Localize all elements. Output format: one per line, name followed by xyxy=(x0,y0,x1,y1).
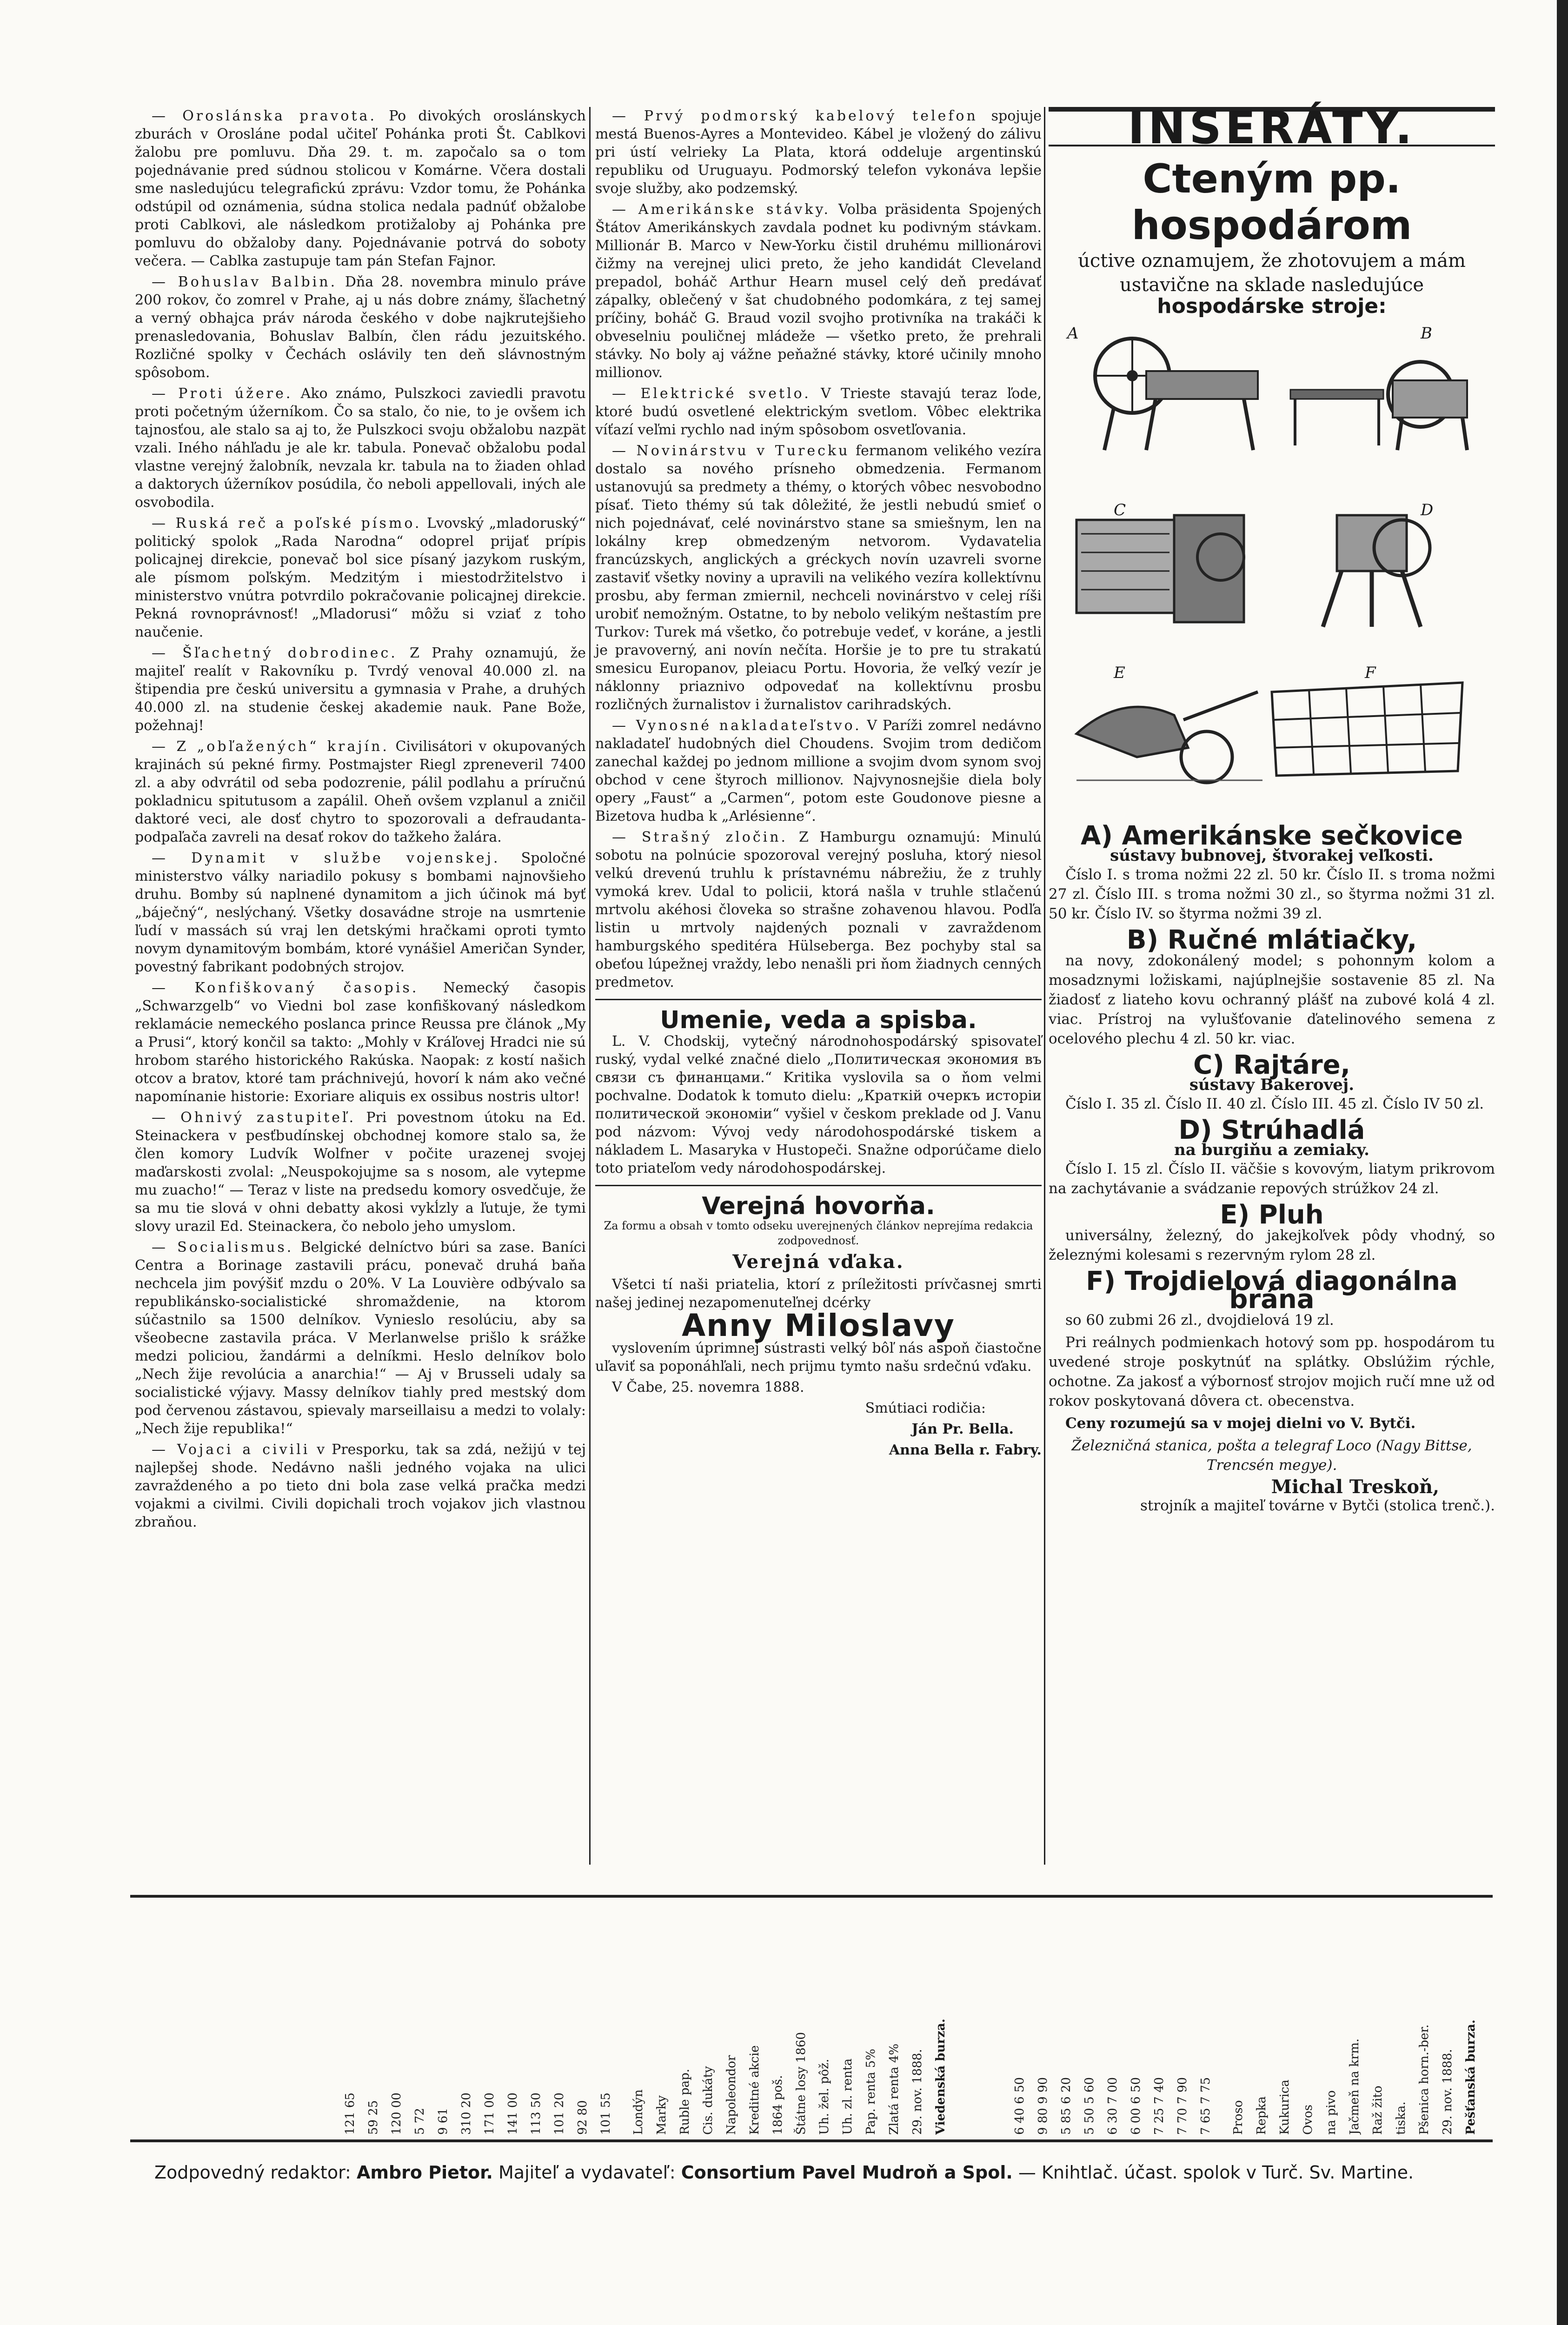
product-heading: F) Trojdielová diagonálna brána xyxy=(1086,1266,1458,1315)
news-item-text: v Presporku, tak sa zdá, nežijú v tej najlepšej shode. Nedávno našli jedného vojaka na ulici zavraždeného a po tieto dni bola zase velká pračka medzi vojakmi a civilmi. Civili dopichali troch vojakov jich vlastnou zbraňou. xyxy=(135,1442,586,1530)
umenie-text: L. V. Chodskij, vytečný národnohospodárský spisovateľ ruský, vydal velké značné dielo „Политическая экономия въ связи съ финанцами.“ Kritika vyslovila sa o ňom velmi pochvalne. Dodatok k tomuto dielu: „Краткій очеркъ исторіи политической экономіи“ vyšiel v českom preklade od J. Vanu pod názvom: Vývoj vedy národohospodárské tiskem a nákladem L. Masaryka v Hustopeči. Snažne odporúčame dielo toto priateľom vedy národohospodárskej. xyxy=(595,1033,1042,1176)
vdaka-text-2: vyslovením úprimnej sústrasti velký bôľ nás aspoň čiastočne uľaviť sa poponáhľali, nech prijmu tymto našu srdečnú vďaku. xyxy=(595,1340,1042,1375)
news-column-2 xyxy=(595,107,1042,1462)
product-text: Číslo I. 15 zl. Číslo II. väčšie s kovovým, liatym prikrovom na zachytávanie a svádzanie repových strúžkov 24 zl. xyxy=(1049,1161,1495,1197)
news-item-heading: — Proti úžere. xyxy=(152,385,293,402)
footer-printer: — Knihtlač. účast. spolok v Turč. Sv. Martine. xyxy=(1018,2162,1414,2183)
machine-label: B xyxy=(1421,324,1432,343)
market-cell: 9 80 9 90 xyxy=(1036,2077,1050,2135)
news-item-text: Po divokých oroslánskych zburách v Orosláne podal učiteľ Pohánka proti Št. Cablkovi žalobu pre pomluvu. Dňa 29. t. m. započalo sa o tom pojednávanie pred súdnou stolicou v Komárne. Včera dostali sme nasledujúcu telegrafickú zprávu: Vzdor tomu, že Pohánka odstúpil od oznámenia, súdna stolica nedala padnúť obžalobe proti Cablkovi, ale následkom protižaloby aj Pohánka pre pomluvu do obžaloby dany. Pojednávanie potrvá do soboty večera. — Cablka zastupuje tam pán Stefan Fajnor. xyxy=(135,108,586,269)
mourners-label: Smútiaci rodičia: xyxy=(865,1400,986,1416)
news-item-text: Z Prahy oznamujú, že majiteľ realít v Rakovníku p. Tvrdý venoval 40.000 zl. na štipendia pre českú universitu a gymnasia v Prahe, a druhých 40.000 zl. na studenie českej akademie nauk. Pane Bože, požehnaj! xyxy=(135,645,586,734)
market-cell: Repka xyxy=(1255,2096,1269,2135)
market-cell: Uh. žel. pôž. xyxy=(817,2059,831,2135)
signature-2: Anna Bella r. Fabry. xyxy=(889,1442,1042,1458)
news-item xyxy=(135,644,586,735)
news-item-text: V Trieste stavajú teraz ľode, ktoré budú osvetlené elektrickým svetlom. Vôbec elektrika víťazí veľmi rychlo nad iným spôsobom osvetľovania. xyxy=(595,385,1042,438)
news-item-text: Lvovský „mladoruský“ politický spolok „Rada Narodna“ odoprel prijať prípis policajnej direkcie, ponevač bol sice písaný jazykom ruským, ale písmom poľským. Medzitým i miestodržitelstvo i ministerstvo vnútra potvrdilo pokračovanie policajnej direkcie. Pekná rovnoprávnosť! „Mladorusi“ môžu si vziať z toho naučenie. xyxy=(135,515,586,640)
market-cell: 7 65 7 75 xyxy=(1199,2077,1213,2135)
column-rule xyxy=(1044,107,1045,1865)
market-cell: Cis. dukáty xyxy=(701,2066,715,2135)
greeting-heading: Ctеným pp. hospodárom xyxy=(1131,156,1412,249)
market-cell: 59 25 xyxy=(366,2100,380,2135)
market-cell: 5 85 6 20 xyxy=(1059,2077,1073,2135)
news-item-heading: — Bohuslav Balbin. xyxy=(152,274,338,290)
news-item xyxy=(595,828,1042,991)
news-item xyxy=(135,1238,586,1438)
imprint-footer xyxy=(0,2162,1568,2183)
machine-a-illustration xyxy=(1067,325,1267,455)
news-item xyxy=(135,385,586,512)
market-cell: 7 25 7 40 xyxy=(1152,2077,1166,2135)
vdaka-heading: Verejná vďaka. xyxy=(732,1251,904,1273)
news-item-heading: — Amerikánske stávky. xyxy=(612,201,831,218)
product-heading: D) Strúhadlá xyxy=(1178,1115,1365,1145)
machine-c-illustration xyxy=(1067,501,1267,631)
footer-owner: Consortium Pavel Mudroň a Spol. xyxy=(681,2162,1013,2183)
footer-editor: Ambro Pietor. xyxy=(356,2162,493,2183)
inseraty-title: INSERÁTY. xyxy=(1049,107,1495,146)
machine-label: E xyxy=(1114,664,1125,682)
section-divider xyxy=(595,1185,1042,1186)
news-item-heading: — Vynosné nakladateľstvo. xyxy=(612,717,862,734)
news-item-heading: — Šľachetný dobrodinec. xyxy=(152,645,398,661)
market-cell: Jačmeň na krm. xyxy=(1348,2038,1362,2135)
news-list-2 xyxy=(595,107,1042,991)
news-item-heading: — Prvý podmorský kabelový telefon xyxy=(612,108,978,124)
market-cell: 1864 poš. xyxy=(771,2075,785,2135)
ad-signer: Michal Treskoň, xyxy=(1271,1476,1439,1498)
news-item-heading: — Socialismus. xyxy=(152,1239,294,1256)
news-item-text: Spoločné ministerstvo války nariadilo pokusy s bombami najnovšieho druhu. Bomby sú naplnené dynamitom a jich účinok má byť „báječný“, neslýchaný. Všetky dosavádne stroje na usmrtenie ľudí v massách sú vraj len detskými hračkami oproti tymto novym dynamitovým bombám, ktoré vynášiel Američan Synder, povestný fabrikant podobných strojov. xyxy=(135,850,586,975)
news-item-text: Ako známo, Pulszkoci zaviedli pravotu proti početným úžerníkom. Čo sa stalo, čo nie, to je ovšem ich tajnosťou, ale stalo sa aj to, že Pulszkoci svoju obžalobu nazpät vzali. Iného náhľadu je ale kr. tabula. Ponevač obžalobu podal vlastne verejný žalobník, nevzala kr. tabula na to žiaden ohlad a daktorych úžerníkov posúdila, čo neboli appellovali, iných ale osvobodila. xyxy=(135,385,586,511)
market-cell: 6 40 6 50 xyxy=(1013,2077,1027,2135)
verejna-note: Za formu a obsah v tomto odseku uverejnených článkov neprejíma redakcia zodpovednosť. xyxy=(604,1219,1033,1247)
market-cell: 141 00 xyxy=(506,2092,520,2135)
deceased-name: Anny Miloslavy xyxy=(682,1308,955,1343)
market-cell: Londýn xyxy=(631,2089,645,2135)
market-cell: Zlatá renta 4% xyxy=(887,2043,901,2135)
news-item-heading: — Ohnivý zastupiteľ. xyxy=(152,1109,356,1126)
ad-lead-text: úctive oznamujem, že zhotovujem a mám ustavične na sklade nasledujúce xyxy=(1078,250,1466,296)
news-item-heading: — Konfiškovaný časopis. xyxy=(152,980,419,996)
news-item xyxy=(135,979,586,1106)
product-text: Číslo I. 35 zl. Číslo II. 40 zl. Číslo III. 45 zl. Číslo IV 50 zl. xyxy=(1065,1096,1484,1112)
news-item xyxy=(595,200,1042,382)
market-tables xyxy=(130,1895,1493,2142)
product-list xyxy=(1049,821,1495,1330)
news-item-text: fermanom velikého vezíra dostalo sa nového prísneho obmedzenia. Fermanom ustanovujú sa predmety a thémy, o ktorých vôbec nesvobodno písať. Tieto thémy sú tak dôležité, že jestli nebudú smieť o nich pojednávať, celé novinárstvo stane sa smiešnym, len na lokálny krep obmedzeným netvorom. Vydavatelia francúzskych, anglických a gréckych novín uzavreli svorne zastaviť všetky noviny a upravili na velikého vezíra kollektívnu prosbu, aby ferman zmiernil, nechceli novinárstvo v celej ríši urobiť nemožným. Ostatne, to by nebolo velikým neštastím pre Turkov: Turek má všetko, čo potrebuje vedeť, v koráne, a jestli je pravoverný, ani novín nečíta. Horšie je to pre tu strakatú smesicu Europanov, pleiacu Portu. Hovoria, že veľký vezír je náklonny priaznivo odpovedať na kollektívnu prosbu rozličných žurnalistov i žurnalistov carihradských. xyxy=(595,443,1042,713)
market-cell: Kukurica xyxy=(1278,2079,1292,2135)
market-cell: 92 80 xyxy=(576,2100,590,2135)
market-cell: Marky xyxy=(655,2095,669,2135)
news-item-text: Z Hamburgu oznamujú: Minulú sobotu na polnúcie spozoroval verejný posluha, ktorý niesol velkú drevenú truhlu k prístavnému nábrežiu, že z truhly vymoká krev. Udal to policii, ktorá našla v truhle stlačenú mrtvolu akéhosi človeka so strašne zohavenou hlavou. Podľa listin u mrtvoly najdených poznali v zavraždenom hamburgského speditéra Hülseberga. Bez pochyby stal sa obeťou lúpežnej vraždy, lebo nenašli pri ňom žiadnych cenných predmetov. xyxy=(595,829,1042,990)
page-edge xyxy=(1557,0,1568,2325)
footer-editor-label: Zodpovedný redaktor: xyxy=(154,2162,351,2183)
ad-lead-text-2: hospodárske stroje: xyxy=(1157,294,1387,318)
ad-signer-title: strojník a majiteľ továrne v Bytči (stolica trenč.). xyxy=(1140,1497,1495,1514)
market-cell: Ovos xyxy=(1301,2105,1315,2135)
signature-1: Ján Pr. Bella. xyxy=(911,1421,1014,1437)
news-item xyxy=(135,737,586,846)
news-item-text: Nemecký časopis „Schwarzgelb“ vo Viedni bol zase konfiškovaný následkom reklamácie nemeckého poslanca prince Reussa pre článok „My a Prusi“, ktorý končil sa takto: „Mohly v Kráľovej Hradci nie sú hrobom starého historického Rakúska. Naopak: z kostí našich otcov a bratov, ktoré tam práchnivejú, hovorí k nám ako večné napomínanie historie: Exoriare aliquis ex ossibus nostris ultor! xyxy=(135,980,586,1105)
news-item-heading: — Ruská reč a poľské písmo. xyxy=(152,515,422,531)
market-cell: Viedenská burza. xyxy=(934,2019,948,2135)
product-subheading: sústavy bubnovej, štvorakej veľkosti. xyxy=(1110,846,1434,865)
market-cell: 9 61 xyxy=(436,2108,450,2135)
market-cell: 171 00 xyxy=(483,2092,497,2135)
news-item xyxy=(595,385,1042,439)
news-item xyxy=(135,1109,586,1236)
news-item xyxy=(135,107,586,270)
market-cell: 310 20 xyxy=(459,2092,473,2135)
news-item xyxy=(135,514,586,641)
news-item-text: V Paríži zomrel nedávno nakladateľ hudobných diel Choudens. Svojim trom dedičom zanechal každej po jednom millione a svojim dvom synom svoj obchod v cene štyroch millionov. Najvynosnejšie diela boly opery „Faust“ a „Carmen“, potom este Goudonove piesne a Bizetova hudba k „Arlésienne“. xyxy=(595,717,1042,824)
market-cell: 6 00 6 50 xyxy=(1129,2077,1143,2135)
footer-owner-label: Majiteľ a vydavateľ: xyxy=(498,2162,676,2183)
news-item-text: Civilisátori v okupovaných krajinách sú pekné firmy. Postmajster Riegl zpreneveril 7400 zl. a aby odvrátil od seba podozrenie, pálil podlahu a príručnú pokladnicu spitutusom a zapálil. Oheň ovšem vzplanul a zničil daktoré veci, ale dosť chytro to spozorovali a defraudanta-podpaľača zavreli na desať rokov do tažkeho žalára. xyxy=(135,738,586,845)
market-cell: Pšenica horn.-ber. xyxy=(1417,2024,1431,2135)
market-cell: 120 00 xyxy=(390,2092,404,2135)
market-cell: Štátne losy 1860 xyxy=(794,2032,808,2135)
verejna-heading: Verejná hovorňa. xyxy=(702,1192,935,1220)
market-cell: 101 20 xyxy=(552,2092,566,2135)
market-cell: 113 50 xyxy=(529,2092,543,2135)
advertisement-column xyxy=(1049,102,1495,1518)
market-cell: Ruble pap. xyxy=(678,2069,692,2135)
news-item-heading: — Z „obľažených“ krajín. xyxy=(152,738,389,755)
market-cell: Kreditné akcie xyxy=(748,2045,762,2135)
market-cell: 121 65 xyxy=(343,2092,357,2135)
news-item xyxy=(595,442,1042,714)
news-item xyxy=(135,1441,586,1531)
machine-label: D xyxy=(1421,501,1434,519)
umenie-heading: Umenie, veda a spisba. xyxy=(660,1006,977,1034)
news-item xyxy=(595,717,1042,825)
news-item-text: Belgické delníctvo búri sa zase. Baníci Centra a Borinage zastavili prácu, ponevač druhá baňa nechcela jim povýšiť mzdu o 20%. V La Louvière odbývalo sa republikánsko-socialistické shromaždenie, na ktorom súčastnilo sa 1500 delníkov. Vynieslo resolúciu, aby sa všeobecne zastavila práca. V Merlanwelse prišlo k srážke medzi policiou, žandármi a delníkmi. Heslo delníkov bolo „Nech žije revolúcia a anarchia!“ — Aj v Brusseli udaly sa socialistické výjavy. Massy delníkov tiahly pred mestský dom pod červenou zástavou, spievaly marseillaisu a medzi to volaly: „Nech žije republika!“ xyxy=(135,1239,586,1437)
column-rule xyxy=(589,107,591,1865)
ad-closing: Pri reálnych podmienkach hotový som pp. hospodárom tu uvedené stroje poskytnúť na splátky. Obslúžim rýchle, ochotne. Za jakosť a výbornosť strojov mojich ručí mne už od rokov poskytovaná dôvera ct. obecenstva. xyxy=(1049,1334,1495,1409)
vdaka-date: V Čabe, 25. novemra 1888. xyxy=(612,1379,804,1395)
news-item-heading: — Strašný zločin. xyxy=(612,829,788,845)
market-cell: tiska. xyxy=(1394,2101,1408,2135)
product-heading: B) Ručné mlátiačky, xyxy=(1126,925,1417,955)
machine-illustrations xyxy=(1049,325,1495,817)
market-cell: Uh. zl. renta xyxy=(841,2058,855,2135)
market-cell: Pap. renta 5% xyxy=(864,2048,878,2135)
news-item-text: Volba präsidenta Spojených Štátov Amerikánskych zavdala podnet ku podivným stávkam. Millionár B. Marco v New-Yorku čistil druhému millionárovi čižmy na verejnej ulici preto, že jeho kandidát Cleveland prepadol, boháč Arthur Hearn musel celý deň predávať zápalky, oblečený v šat chudobného podomkára, z tej samej príčiny, boháč G. Braud vozil svojho protivníka na trakáči k obveselniu pouličnej mládeže — všetko preto, že prehrali stávky. No boly aj vážne peňažné stávky, ktoré učinily mnoho millionov. xyxy=(595,201,1042,381)
news-item-heading: — Dynamit v službe vojenskej. xyxy=(152,850,500,866)
machine-e-illustration xyxy=(1067,664,1267,794)
market-cell: Napoleondor xyxy=(724,2055,738,2135)
news-item-heading: — Oroslánska pravota. xyxy=(152,108,377,124)
product-text: universálny, železný, do jakejkoľvek pôdy vhodný, so železnými kolesami s rezervným rylom 28 zl. xyxy=(1049,1227,1495,1263)
machine-f-illustration xyxy=(1267,664,1467,794)
product-text: na novy, zdokonálený model; s pohonnym kolom a mosadznymi ložiskami, najúplnejšie sostavenie 85 zl. Na žiadosť z liateho kovu ochranný plášť na zubové kolá 4 zl. viac. Prístroj na vylušťovanie ďatelinového semena z ocelového plechu 4 zl. 50 kr. viac. xyxy=(1049,952,1495,1047)
machine-label: A xyxy=(1067,324,1079,343)
news-item-text: Pri povestnom útoku na Ed. Steinackera v pesťbudínskej obchodnej komore stalo sa, že člen komory Ludvík Wolfner v počite urazenej svojej maďarskosti zvolal: „Neuspokojujme sa s nosom, ale vytepme mu zuacho!“ — Teraz v liste na predsedu komory osvedčuje, že sa mu tie slová v ohni debatty akosi vykĺzly a ľutuje, že tymi slovy urazil Ed. Steinackera, čo nebolo jeho umyslom. xyxy=(135,1109,586,1235)
market-cell: 101 55 xyxy=(599,2092,613,2135)
section-divider xyxy=(595,999,1042,1000)
ad-prices-note: Ceny rozumejú sa v mojej dielni vo V. Bytči. xyxy=(1065,1415,1416,1432)
news-item-heading: — Elektrické svetlo. xyxy=(612,385,811,402)
news-item-heading: — Vojaci a civili xyxy=(152,1442,310,1458)
ad-rail-note: Železničná stanica, pošta a telegraf Loco (Nagy Bittse, Trencsén megye). xyxy=(1071,1437,1472,1474)
machine-b-illustration xyxy=(1281,325,1481,455)
news-item xyxy=(595,107,1042,198)
news-item xyxy=(135,273,586,382)
market-cell: 29. nov. 1888. xyxy=(910,2049,924,2135)
news-item-heading: — Novinárstvu v Turecku xyxy=(612,443,850,459)
market-cell: 7 70 7 90 xyxy=(1176,2077,1189,2135)
news-item xyxy=(135,849,586,976)
market-cell: 6 30 7 00 xyxy=(1106,2077,1120,2135)
machine-d-illustration xyxy=(1281,501,1481,631)
product-heading: A) Amerikánske sečkovice xyxy=(1081,821,1463,851)
news-item-text: spojuje mestá Buenos-Ayres a Montevideo. Kábel je vložený do zálivu pri ústí velrieky La Plata, ktorá oddeluje argentinskú republiku od Uruguayu. Podmorský telefon vykonáva lepšie svoje služby, ako podzemský. xyxy=(595,108,1042,197)
market-cell: 29. nov. 1888. xyxy=(1441,2049,1455,2135)
news-item-text: Dňa 28. novembra minulo práve 200 rokov, čo zomrel v Prahe, aj u nás dobre známy, šľachetný a verný obhajca práv národa českého v dobe najkrutejšieho prenasledovania, Bohuslav Balbín, člen rádu jezuitského. Rozličné spolky v Čechách oslávily ten deň slávnostným spôsobom. xyxy=(135,274,586,381)
market-cell: 5 50 5 60 xyxy=(1083,2077,1096,2135)
product-text: so 60 zubmi 26 zl., dvojdielová 19 zl. xyxy=(1065,1312,1334,1329)
market-cell: Pešťanská burza. xyxy=(1464,2019,1478,2135)
vdaka-text: Všetci tí naši priatelia, ktorí z príležitosti prívčasnej smrti našej jedinej nezapomenuteľnej dcérky xyxy=(595,1276,1042,1311)
machine-label: C xyxy=(1114,501,1126,519)
product-heading: C) Rajtáre, xyxy=(1193,1050,1350,1080)
machine-label: F xyxy=(1365,664,1376,682)
product-subheading: sústavy Bakerovej. xyxy=(1189,1076,1355,1094)
market-cell: na pivo xyxy=(1324,2090,1338,2135)
market-cell: 5 72 xyxy=(413,2108,427,2135)
product-subheading: na burgiňu a zemiaky. xyxy=(1174,1141,1369,1159)
product-heading: E) Pluh xyxy=(1220,1200,1324,1230)
market-cell: Raž žito xyxy=(1371,2086,1385,2135)
market-cell: Proso xyxy=(1231,2100,1245,2135)
news-column-1 xyxy=(135,107,586,1534)
product-text: Číslo I. s troma nožmi 22 zl. 50 kr. Číslo II. s troma nožmi 27 zl. Číslo III. s troma nožmi 30 zl., so štyrma nožmi 31 zl. 50 kr. Číslo IV. so štyrma nožmi 39 zl. xyxy=(1049,866,1495,922)
